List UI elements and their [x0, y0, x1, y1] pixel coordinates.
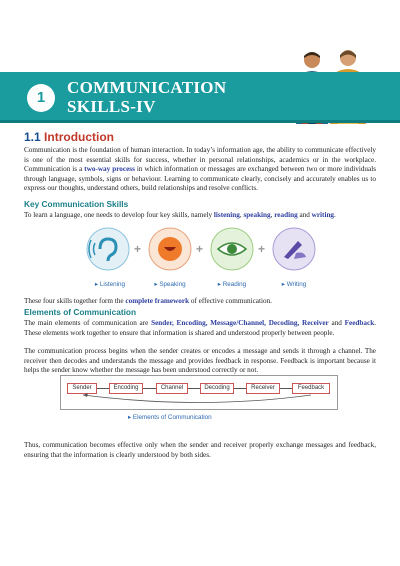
arrow-marker: ▸	[217, 281, 221, 288]
flow-caption-text: Elements of Communication	[132, 414, 212, 421]
summary-text-2: of effective communication.	[189, 297, 272, 305]
label-listening	[80, 281, 140, 288]
arrow-marker: ▸	[154, 281, 158, 288]
chapter-title	[67, 78, 267, 116]
label-speaking-text: Speaking	[159, 281, 186, 288]
ear-icon	[86, 227, 130, 271]
flow-caption	[128, 414, 212, 421]
section-heading	[24, 130, 114, 144]
banner-stripe	[0, 120, 400, 123]
elements-bold-list: Sender, Encoding, Message/Channel, Decoding, Receiver	[151, 319, 329, 327]
flow-box-feedback: Feedback	[292, 383, 330, 394]
section-number: 1.1	[24, 130, 41, 144]
flow-box-receiver: Receiver	[246, 383, 280, 394]
plus-sign-1: +	[134, 242, 142, 256]
conclusion-paragraph: Thus, communication becomes effective only when the sender and receiver properly exchange messages and feedback, ensuring that the information is clearly understood by both sides.	[24, 441, 376, 459]
summary-bold-framework: complete framework	[125, 297, 190, 305]
feedback-return-arrow	[61, 376, 337, 409]
intro-bold-two-way-process: two-way process	[84, 165, 135, 174]
key-skills-paragraph	[24, 211, 376, 221]
label-writing	[264, 281, 324, 288]
elements-text-2: and	[328, 319, 345, 327]
skill-reading-bold: reading	[274, 211, 298, 219]
label-reading-text: Reading	[222, 281, 247, 288]
comma: ,	[270, 211, 275, 219]
flow-box-encoding: Encoding	[109, 383, 143, 394]
section-title: Introduction	[44, 130, 115, 144]
label-listening-text: Listening	[99, 281, 126, 288]
speaking-mouth-icon	[148, 227, 192, 271]
communication-flow-diagram	[60, 375, 338, 410]
chapter-title-line2: SKILLS-IV	[67, 97, 156, 116]
skill-listening-bold: listening	[213, 211, 240, 219]
four-skills-graphic	[80, 227, 320, 291]
key-skills-text: To learn a language, one needs to develop four key skills, namely	[24, 211, 214, 219]
elements-bold-feedback: Feedback	[344, 319, 375, 327]
elements-text-1: The main elements of communication are	[24, 319, 152, 327]
skill-speaking-bold: speaking	[243, 211, 271, 219]
intro-text-2: in which information or messages are exchanged between two or more individuals through language, symbols, signs or behaviour. Learning to communicate clearly, concisely and accurately enables us to express our thoughts, understand others, build relationships and resolve conflicts.	[24, 165, 376, 193]
key-skills-heading: Key Communication Skills	[24, 199, 129, 209]
eye-icon	[210, 227, 254, 271]
plus-sign-2: +	[196, 242, 204, 256]
elements-heading: Elements of Communication	[24, 307, 137, 317]
skills-summary-paragraph	[24, 297, 376, 307]
chapter-title-line1: COMMUNICATION	[67, 78, 227, 97]
elements-paragraph	[24, 319, 376, 338]
skill-writing-bold: writing	[311, 211, 335, 219]
elements-text-3: . These elements work together to ensure that information is shared and understood properly between people.	[24, 319, 376, 337]
arrow-marker: ▸	[94, 281, 99, 288]
arrow-marker: ▸	[281, 281, 285, 288]
plus-sign-3: +	[258, 242, 266, 256]
label-writing-text: Writing	[286, 281, 307, 288]
flow-box-decoding: Decoding	[200, 383, 234, 394]
and-text: and	[297, 211, 312, 219]
flow-box-channel: Channel	[156, 383, 188, 394]
intro-paragraph	[24, 146, 376, 194]
label-reading	[202, 281, 262, 288]
chapter-number: 1	[27, 84, 55, 112]
period: .	[334, 211, 336, 219]
intro-text-1: Communication is the foundation of human interaction. In today’s information age, the ability to communicate effectively is one of the most essential skills for success, whether in personal relationships, academics or in the workplace. Communication is a	[24, 146, 376, 174]
arrow-marker: ▸	[128, 414, 132, 421]
flow-box-sender: Sender	[67, 383, 97, 394]
label-speaking	[140, 281, 200, 288]
process-paragraph: The communication process begins when the sender creates or encodes a message and sends it through a channel. The receiver then decodes and understands the message and provides feedback in response. Feedback is important because it helps the sender know whether the message has been understood correctly or not.	[24, 347, 376, 375]
writing-hand-icon	[272, 227, 316, 271]
summary-text-1: These four skills together form the	[24, 297, 126, 305]
comma: ,	[239, 211, 244, 219]
